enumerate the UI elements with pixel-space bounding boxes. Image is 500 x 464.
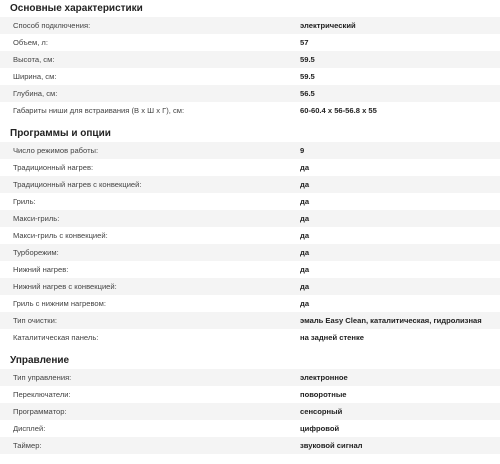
- spec-value: 60-60.4 x 56-56.8 x 55: [300, 106, 377, 115]
- spec-value: да: [300, 214, 310, 223]
- spec-label: Число режимов работы:: [13, 146, 99, 155]
- spec-value: звуковой сигнал: [300, 441, 363, 450]
- spec-value: 57: [300, 38, 309, 47]
- spec-value: сенсорный: [300, 407, 343, 416]
- spec-row-bottom-heating-convection: [0, 278, 500, 295]
- section-control: [0, 346, 500, 454]
- spec-row-width: [0, 68, 500, 85]
- spec-value: да: [300, 248, 310, 257]
- section-title: Управление: [10, 355, 70, 366]
- spec-row-timer: [0, 437, 500, 454]
- spec-value: цифровой: [300, 424, 340, 433]
- spec-row-niche-dimensions: [0, 102, 500, 119]
- spec-label: Тип управления:: [13, 373, 72, 382]
- spec-value: да: [300, 231, 310, 240]
- section-title: Основные характеристики: [10, 3, 143, 14]
- spec-value: да: [300, 180, 310, 189]
- spec-value: да: [300, 299, 310, 308]
- spec-row-height: [0, 51, 500, 68]
- spec-row-programmer: [0, 403, 500, 420]
- spec-value: эмаль Easy Clean, каталитическая, гидролизная: [300, 316, 482, 325]
- spec-value: электрический: [300, 21, 356, 30]
- spec-label: Переключатели:: [13, 390, 71, 399]
- spec-row-modes-count: [0, 142, 500, 159]
- spec-value: 56.5: [300, 89, 315, 98]
- spec-row-catalytic-panel: [0, 329, 500, 346]
- spec-row-grill: [0, 193, 500, 210]
- spec-value: да: [300, 163, 310, 172]
- spec-label: Глубина, см:: [13, 89, 58, 98]
- section-title: Программы и опции: [10, 128, 111, 139]
- spec-label: Дисплей:: [13, 424, 46, 433]
- spec-value: поворотные: [300, 390, 347, 399]
- spec-label: Способ подключения:: [13, 21, 91, 30]
- spec-label: Нижний нагрев:: [13, 265, 69, 274]
- spec-row-connection: [0, 17, 500, 34]
- spec-row-control-type: [0, 369, 500, 386]
- spec-label: Габариты ниши для встраивания (В х Ш х Г), см:: [13, 106, 185, 115]
- spec-row-traditional-heating: [0, 159, 500, 176]
- spec-value: да: [300, 282, 310, 291]
- spec-row-grill-bottom-heating: [0, 295, 500, 312]
- spec-label: Объем, л:: [13, 38, 48, 47]
- spec-value: на задней стенке: [300, 333, 365, 342]
- spec-label: Турборежим:: [13, 248, 59, 257]
- spec-value: электронное: [300, 373, 348, 382]
- spec-label: Нижний нагрев с конвекцией:: [13, 282, 117, 291]
- spec-row-bottom-heating: [0, 261, 500, 278]
- spec-value: да: [300, 265, 310, 274]
- spec-row-switches: [0, 386, 500, 403]
- spec-value: 59.5: [300, 72, 315, 81]
- spec-label: Макси-гриль с конвекцией:: [13, 231, 108, 240]
- spec-label: Тип очистки:: [13, 316, 57, 325]
- spec-row-display: [0, 420, 500, 437]
- spec-row-maxi-grill: [0, 210, 500, 227]
- spec-label: Традиционный нагрев:: [13, 163, 94, 172]
- spec-value: 59.5: [300, 55, 315, 64]
- spec-label: Ширина, см:: [13, 72, 57, 81]
- spec-label: Гриль с нижним нагревом:: [13, 299, 106, 308]
- spec-label: Программатор:: [13, 407, 67, 416]
- section-main-characteristics: [0, 0, 500, 119]
- spec-label: Каталитическая панель:: [13, 333, 99, 342]
- spec-row-cleaning-type: [0, 312, 500, 329]
- spec-label: Высота, см:: [13, 55, 55, 64]
- spec-label: Гриль:: [13, 197, 36, 206]
- spec-value: да: [300, 197, 310, 206]
- spec-label: Таймер:: [13, 441, 42, 450]
- spec-label: Макси-гриль:: [13, 214, 60, 223]
- spec-row-depth: [0, 85, 500, 102]
- spec-row-maxi-grill-convection: [0, 227, 500, 244]
- spec-value: 9: [300, 146, 305, 155]
- spec-row-turbo-mode: [0, 244, 500, 261]
- spec-label: Традиционный нагрев с конвекцией:: [13, 180, 142, 189]
- section-programs-options: [0, 119, 500, 346]
- spec-row-volume: [0, 34, 500, 51]
- spec-row-traditional-heating-convection: [0, 176, 500, 193]
